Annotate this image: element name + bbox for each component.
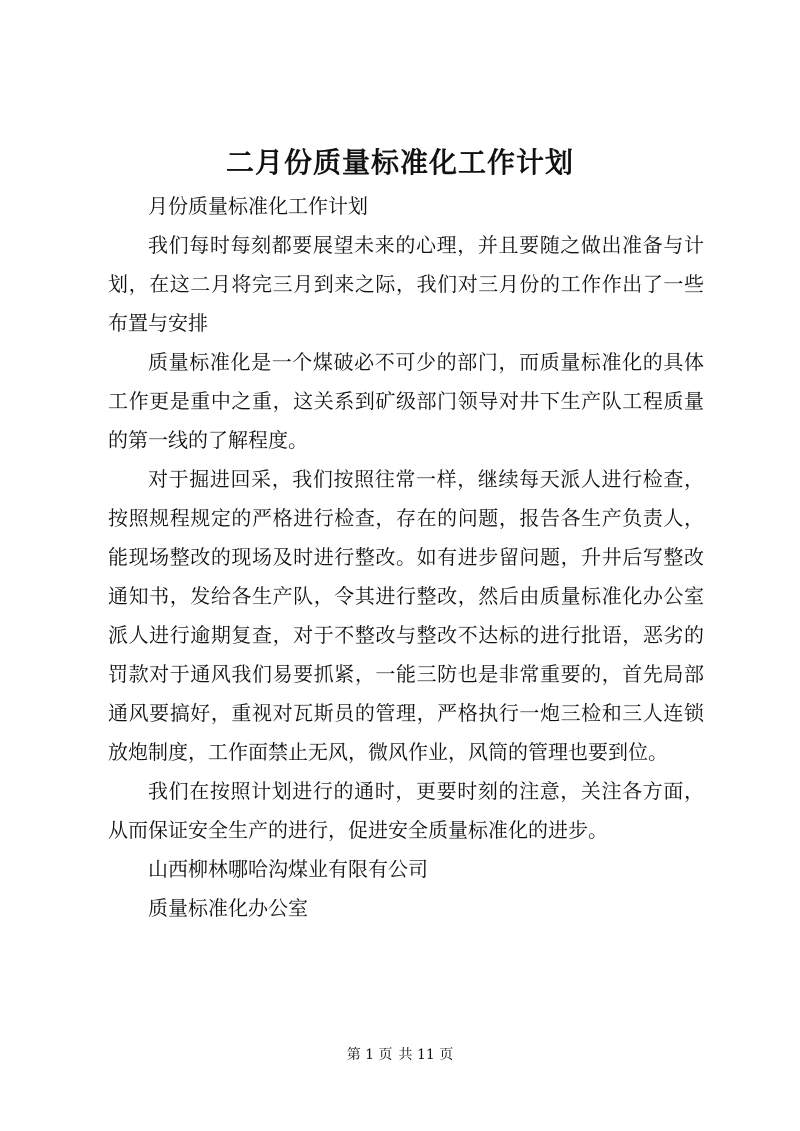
paragraph-intro: 我们每时每刻都要展望未来的心理，并且要随之做出准备与计划，在这二月将完三月到来之际，我们对三月份的工作作出了一些布置与安排 <box>108 233 704 335</box>
document-title: 二月份质量标准化工作计划 <box>225 146 574 179</box>
paragraph-conclusion: 我们在按照计划进行的通时，更要时刻的注意，关注各方面，从而保证安全生产的进行，促进安全质量标准化的进步。 <box>108 779 704 842</box>
signature-office: 质量标准化办公室 <box>148 896 308 920</box>
document-body <box>108 187 704 928</box>
paragraph-inspection: 对于掘进回采，我们按照往常一样，继续每天派人进行检查，按照规程规定的严格进行检查，存在的问题，报告各生产负责人，能现场整改的现场及时进行整改。如有进步留问题，升井后写整改通知书，发给各生产队，令其进行整改，然后由质量标准化办公室派人进行逾期复查，对于不整改与整改不达标的进行批语，恶劣的罚款对于通风我们易要抓紧，一能三防也是非常重要的，首先局部通风要搞好，重视对瓦斯员的管理，严格执行一炮三检和三人连锁放炮制度，工作面禁止无风，微风作业，风筒的管理也要到位。 <box>108 467 704 764</box>
page-footer <box>0 1045 800 1065</box>
page-number: 第 1 页 <box>346 1047 393 1063</box>
paragraph-subtitle: 月份质量标准化工作计划 <box>148 194 368 218</box>
page-total: 共 11 页 <box>398 1047 454 1063</box>
signature-company: 山西柳林哪哈沟煤业有限有公司 <box>148 857 428 881</box>
paragraph-quality-standard: 质量标准化是一个煤破必不可少的部门，而质量标准化的具体工作更是重中之重，这关系到矿级部门领导对井下生产队工程质量的第一线的了解程度。 <box>108 350 704 452</box>
